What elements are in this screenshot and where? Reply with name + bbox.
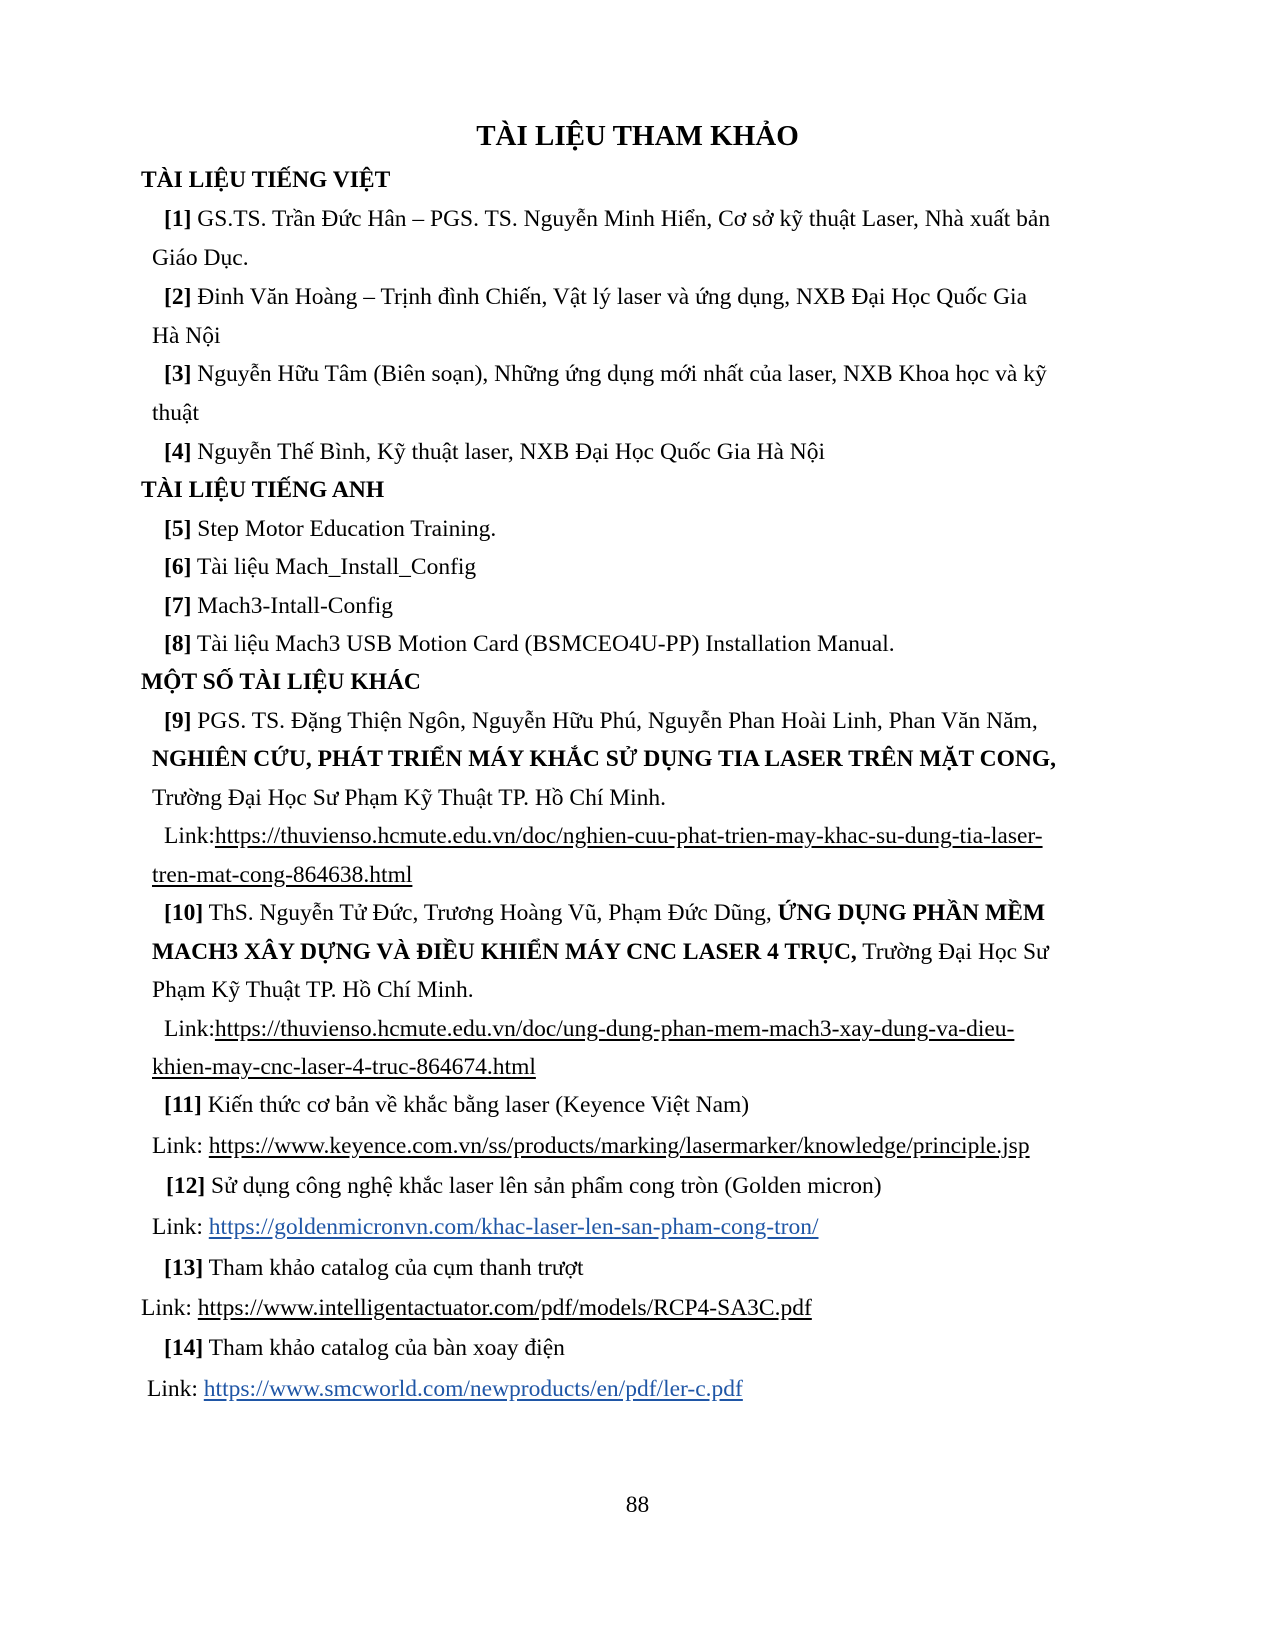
link-label: Link: — [164, 823, 215, 849]
reference-text: Nguyễn Thế Bình, Kỹ thuật laser, NXB Đại Học Quốc Gia Hà Nội — [191, 439, 826, 465]
reference-12-link-line — [152, 1212, 819, 1242]
reference-10-link-line-1 — [164, 1014, 1014, 1044]
reference-11-link[interactable]: https://www.keyence.com.vn/ss/products/marking/lasermarker/knowledge/principle.jsp — [208, 1133, 1030, 1159]
reference-number: [9] — [164, 708, 192, 734]
reference-13-link[interactable]: https://www.intelligentactuator.com/pdf/models/RCP4-SA3C.pdf — [197, 1295, 812, 1321]
reference-number: [5] — [164, 516, 192, 542]
link-label: Link: — [152, 1214, 209, 1240]
section-heading-vietnamese: TÀI LIỆU TIẾNG VIỆT — [141, 167, 391, 193]
link-label: Link: — [152, 1133, 209, 1159]
reference-14 — [164, 1333, 565, 1363]
reference-10-link-line-2[interactable]: khien-may-cnc-laser-4-truc-864674.html — [152, 1054, 536, 1080]
reference-11 — [164, 1090, 749, 1120]
reference-10-line-1 — [164, 898, 1045, 928]
link-label: Link: — [164, 1016, 215, 1042]
reference-12-link[interactable]: https://goldenmicronvn.com/khac-laser-len-san-pham-cong-tron/ — [208, 1214, 819, 1240]
reference-text: Nguyễn Hữu Tâm (Biên soạn), Những ứng dụng mới nhất của laser, NXB Khoa học và kỹ — [191, 361, 1047, 387]
page-number: 88 — [625, 1492, 650, 1518]
reference-number: [13] — [164, 1255, 204, 1281]
reference-10-line-3: Phạm Kỹ Thuật TP. Hồ Chí Minh. — [152, 977, 474, 1003]
reference-10-link[interactable]: https://thuvienso.hcmute.edu.vn/doc/ung-dung-phan-mem-mach3-xay-dung-va-dieu- — [214, 1016, 1015, 1042]
link-label: Link: — [147, 1376, 204, 1402]
reference-number: [8] — [164, 631, 192, 657]
reference-7 — [164, 591, 393, 621]
reference-12 — [166, 1171, 882, 1201]
reference-text: Tham khảo catalog của bàn xoay điện — [203, 1335, 565, 1361]
reference-number: [14] — [164, 1335, 204, 1361]
reference-2-line-1 — [164, 282, 1027, 312]
section-heading-english: TÀI LIỆU TIẾNG ANH — [141, 477, 385, 503]
reference-number: [10] — [164, 900, 204, 926]
reference-text: Tài liệu Mach_Install_Config — [191, 554, 477, 580]
reference-3-line-1 — [164, 359, 1047, 389]
reference-number: [6] — [164, 554, 192, 580]
reference-text: Mach3-Intall-Config — [191, 593, 394, 619]
page-title: TÀI LIỆU THAM KHẢO — [476, 120, 799, 152]
reference-1-line-2: Giáo Dục. — [152, 245, 249, 271]
reference-9-line-1 — [164, 706, 1038, 736]
reference-14-link-line — [147, 1374, 743, 1404]
reference-text: Trường Đại Học Sư — [856, 939, 1049, 965]
reference-number: [7] — [164, 593, 192, 619]
reference-number: [4] — [164, 439, 192, 465]
reference-5 — [164, 514, 496, 544]
reference-text: Đinh Văn Hoàng – Trịnh đình Chiến, Vật lý laser và ứng dụng, NXB Đại Học Quốc Gia — [191, 284, 1027, 310]
reference-9-link-line-1 — [164, 821, 1043, 851]
reference-9-title: NGHIÊN CỨU, PHÁT TRIỂN MÁY KHẮC SỬ DỤNG TIA LASER TRÊN MẶT CONG, — [152, 746, 1056, 772]
reference-number: [2] — [164, 284, 192, 310]
reference-8 — [164, 629, 895, 659]
reference-text: Tham khảo catalog của cụm thanh trượt — [203, 1255, 584, 1281]
reference-10-title-part-2: MACH3 XÂY DỰNG VÀ ĐIỀU KHIỂN MÁY CNC LASER 4 TRỤC, — [152, 939, 857, 965]
reference-10-line-2 — [152, 937, 1049, 967]
reference-10-title-part-1: ỨNG DỤNG PHẦN MỀM — [777, 900, 1046, 926]
reference-number: [3] — [164, 361, 192, 387]
reference-2-line-2: Hà Nội — [152, 323, 221, 349]
reference-text: GS.TS. Trần Đức Hân – PGS. TS. Nguyễn Minh Hiển, Cơ sở kỹ thuật Laser, Nhà xuất bản — [191, 206, 1051, 232]
reference-1-line-1 — [164, 204, 1050, 234]
reference-13 — [164, 1253, 584, 1283]
reference-number: [1] — [164, 206, 192, 232]
reference-text: ThS. Nguyễn Tử Đức, Trương Hoàng Vũ, Phạm Đức Dũng, — [203, 900, 778, 926]
reference-number: [11] — [164, 1092, 202, 1118]
reference-14-link[interactable]: https://www.smcworld.com/newproducts/en/pdf/ler-c.pdf — [203, 1376, 743, 1402]
reference-6 — [164, 552, 476, 582]
reference-11-link-line — [152, 1131, 1030, 1161]
reference-text: Step Motor Education Training. — [191, 516, 497, 542]
reference-9-link-line-2[interactable]: tren-mat-cong-864638.html — [152, 862, 413, 888]
reference-text: Kiến thức cơ bản về khắc bằng laser (Keyence Việt Nam) — [201, 1092, 750, 1118]
link-label: Link: — [141, 1295, 198, 1321]
reference-text: Sử dụng công nghệ khắc laser lên sản phẩm cong tròn (Golden micron) — [205, 1173, 882, 1199]
reference-3-line-2: thuật — [152, 400, 199, 426]
reference-text: PGS. TS. Đặng Thiện Ngôn, Nguyễn Hữu Phú, Nguyễn Phan Hoài Linh, Phan Văn Năm, — [191, 708, 1038, 734]
reference-text: Tài liệu Mach3 USB Motion Card (BSMCEO4U-PP) Installation Manual. — [191, 631, 895, 657]
reference-9-line-3: Trường Đại Học Sư Phạm Kỹ Thuật TP. Hồ Chí Minh. — [152, 785, 667, 811]
reference-4 — [164, 437, 825, 467]
reference-9-link[interactable]: https://thuvienso.hcmute.edu.vn/doc/nghien-cuu-phat-trien-may-khac-su-dung-tia-laser- — [214, 823, 1043, 849]
section-heading-other: MỘT SỐ TÀI LIỆU KHÁC — [141, 669, 421, 695]
reference-number: [12] — [166, 1173, 206, 1199]
reference-13-link-line — [141, 1293, 812, 1323]
